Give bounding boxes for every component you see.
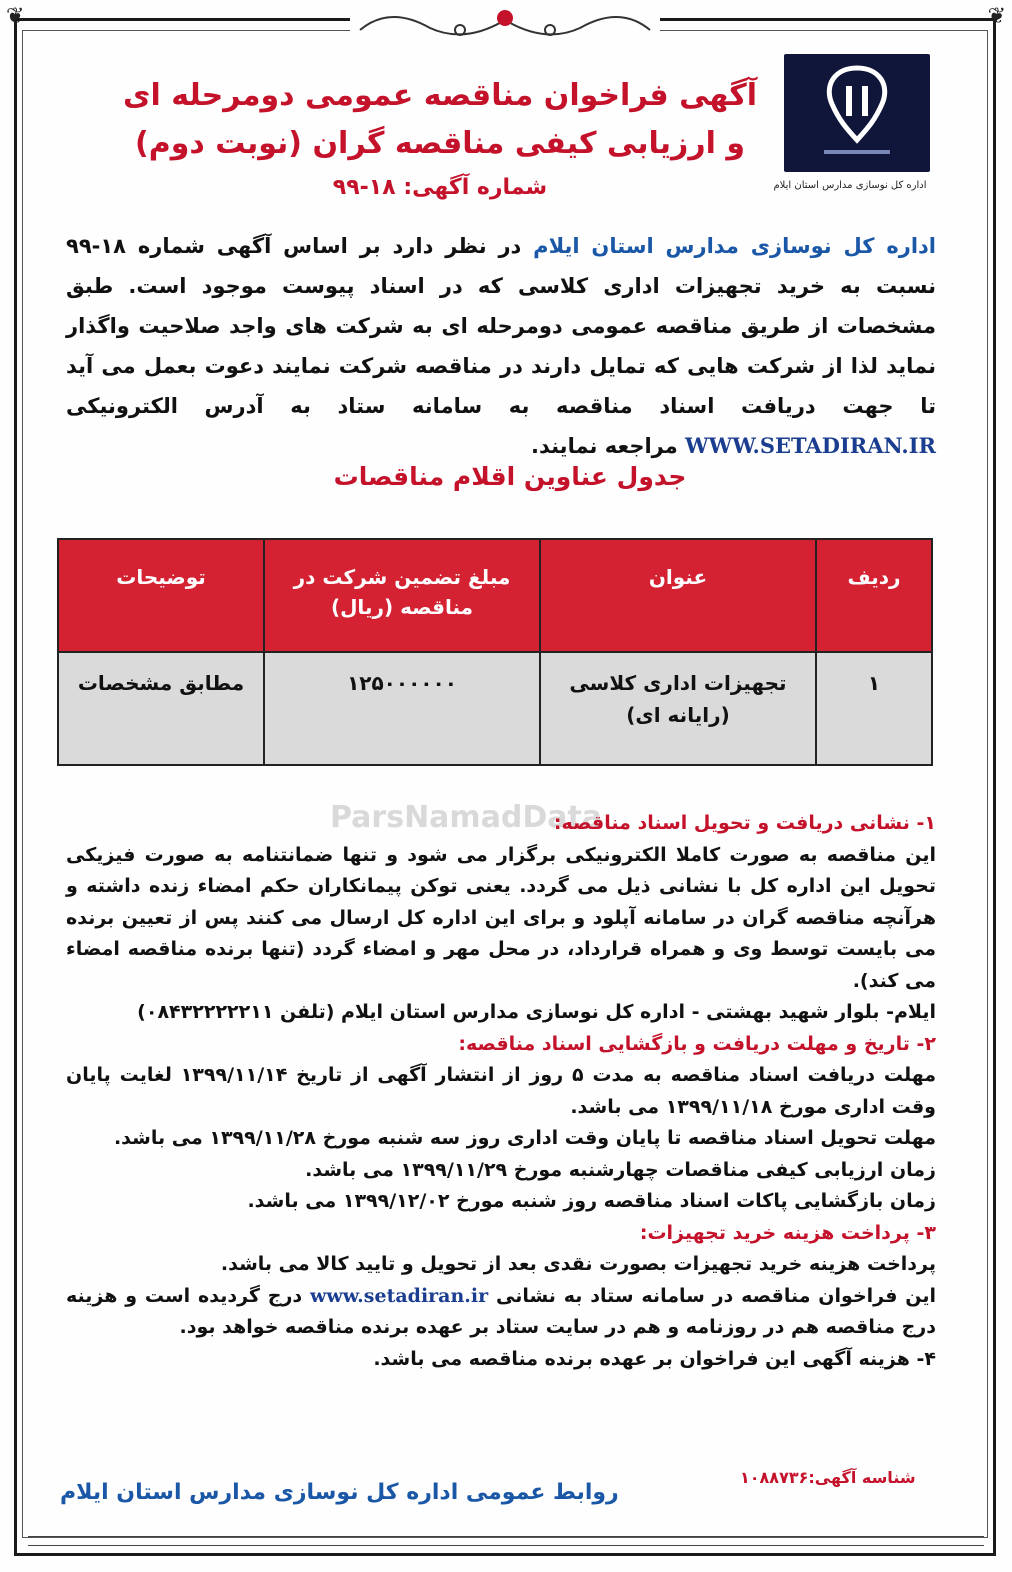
section-2-paragraph-3: زمان ارزیابی کیفی مناقصات چهارشنبه مورخ ۱۳۹۹/۱۱/۲۹ می باشد. <box>305 1158 936 1181</box>
intro-paragraph <box>66 226 936 466</box>
table-title: جدول عناوین اقلام مناقصات <box>333 462 687 491</box>
section-1-title: ۱- نشانی دریافت و تحویل اسناد مناقصه: <box>553 812 936 834</box>
watermark: ParsNamadData <box>330 800 603 835</box>
title-line-2: و ارزیابی کیفی مناقصه گران (نوبت دوم) <box>135 126 745 161</box>
bottom-rule <box>28 1536 984 1546</box>
header-title: عنوان <box>540 539 816 652</box>
organization-logo <box>784 54 930 172</box>
setadiran-link-2[interactable]: www.setadiran.ir <box>310 1284 489 1307</box>
section-3-paragraph-1: پرداخت هزینه خرید تجهیزات بصورت نقدی بعد از تحویل و تایید کالا می باشد. <box>220 1253 936 1275</box>
section-2-paragraph-4: زمان بازگشایی پاکات اسناد مناقصه روز شنبه مورخ ۱۳۹۹/۱۲/۰۲ می باشد. <box>247 1190 936 1212</box>
header-guarantee-amount: مبلغ تضمین شرکت در مناقصه (ریال) <box>264 539 540 652</box>
section-1-address: ایلام- بلوار شهید بهشتی - اداره کل نوسازی مدارس استان ایلام (تلفن ۰۸۴۳۲۲۲۲۲۱۱) <box>137 1001 936 1023</box>
emblem-icon <box>784 54 930 172</box>
title-line-1: آگهی فراخوان مناقصه عمومی دومرحله ای <box>123 78 757 113</box>
organization-name: اداره کل نوسازی مدارس استان ایلام <box>533 234 936 258</box>
intro-tail: مراجعه نمایند. <box>531 434 686 458</box>
setadiran-link[interactable]: WWW.SETADIRAN.IR <box>685 433 936 458</box>
intro-text: در نظر دارد بر اساس آگهی شماره ۱۸-۹۹ نسبت به خرید تجهیزات اداری کلاسی که در اسناد پیوست موجود است. طبق مشخصات از طریق مناقصه عمومی دومرحله ای به شرکت های واجد صلاحیت واگذار نماید لذا از شرکت هایی که تمایل دارند در مناقصه شرکت نمایند دعوت بعمل می آید تا جهت دریافت اسناد مناقصه به سامانه ستاد به آدرس الکترونیکی <box>66 234 936 418</box>
cell-title-line-2: (رایانه ای) <box>626 703 730 727</box>
cell-amount: ۱۲۵۰۰۰۰۰۰ <box>264 652 540 765</box>
section-2-paragraph-2: مهلت تحویل اسناد مناقصه تا پایان وقت اداری روز سه شنبه مورخ ۱۳۹۹/۱۱/۲۸ می باشد. <box>113 1127 936 1149</box>
ornament-icon <box>350 0 660 42</box>
cell-description: مطابق مشخصات <box>58 652 264 765</box>
section-4-text: ۴- هزینه آگهی این فراخوان بر عهده برنده مناقصه می باشد. <box>373 1347 936 1370</box>
logo-caption: اداره کل نوسازی مدارس استان ایلام <box>773 180 927 191</box>
cell-title-line-1: تجهیزات اداری کلاسی <box>569 671 787 695</box>
cell-title <box>540 652 816 765</box>
header-row-number: ردیف <box>816 539 932 652</box>
ad-identifier: شناسه آگهی:۱۰۸۸۷۳۶ <box>740 1468 916 1487</box>
ad-title <box>120 72 760 208</box>
table-header-row <box>58 539 932 652</box>
footer-signature: روابط عمومی اداره کل نوسازی مدارس استان ایلام <box>60 1480 619 1505</box>
corner-ornament-icon: ❦ <box>987 4 1006 29</box>
section-3-title: ۳- پرداخت هزینه خرید تجهیزات: <box>639 1221 936 1244</box>
corner-ornament-icon: ❦ <box>6 4 25 29</box>
cell-row-number: ۱ <box>816 652 932 765</box>
section-3-text-b: درج گردیده است و هزینه درج مناقصه هم در روزنامه و هم در سایت ستاد بر عهده برنده مناقصه خواهد بود. <box>66 1284 936 1338</box>
section-1-text: این مناقصه به صورت کاملا الکترونیکی برگزار می شود و تنها ضمانتنامه به صورت فیزیکی تحویل این اداره کل با نشانی ذیل می گردد. یعنی توکن پیمانکاران حکم امضاء زنده داشته و هرآنچه مناقصه گران در سامانه آپلود و برای این اداره کل ارسال می کنند پس از تعیین برنده می بایست توسط وی و همراه قرارداد، در محل مهر و امضاء گردد (تنها برنده مناقصه امضاء می کند). <box>66 843 936 992</box>
ad-number: شماره آگهی: ۱۸-۹۹ <box>332 175 548 200</box>
table-row <box>58 652 932 765</box>
section-2-paragraph-1: مهلت دریافت اسناد مناقصه به مدت ۵ روز از انتشار آگهی از تاریخ ۱۳۹۹/۱۱/۱۴ لغایت پایان وقت اداری مورخ ۱۳۹۹/۱۱/۱۸ می باشد. <box>66 1064 937 1118</box>
section-3-text-a: این فراخوان مناقصه در سامانه ستاد به نشانی <box>488 1284 936 1307</box>
header-description: توضیحات <box>58 539 264 652</box>
section-3-paragraph-2 <box>66 1281 936 1344</box>
tender-items-table <box>57 538 933 766</box>
conditions-body <box>66 808 936 1375</box>
top-ornament <box>350 0 660 42</box>
section-2-title: ۲- تاریخ و مهلت دریافت و بازگشایی اسناد مناقصه: <box>458 1032 936 1055</box>
